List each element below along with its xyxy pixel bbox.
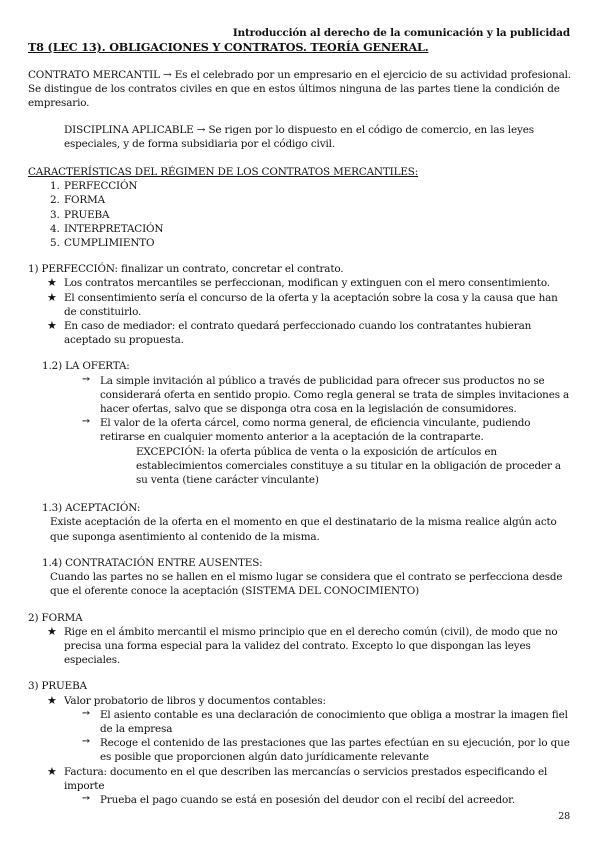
course-header: Introducción al derecho de la comunicación y la publicidad [232,27,570,39]
perfeccion-heading: 1) PERFECCIÓN: finalizar un contrato, concretar el contrato. [28,263,344,276]
oferta-heading: 1.2) LA OFERTA: [42,360,130,373]
prueba-bullets-2 [28,765,572,793]
list-item: ★ Factura: documento en el que describen las mercancías o servicios prestados especificando el importe [47,764,548,792]
arrow-icon: ➙ [82,416,91,428]
page-title: T8 (LEC 13). OBLIGACIONES Y CONTRATOS. TEORÍA GENERAL. [28,40,429,54]
arrow-icon: ➙ [82,373,91,385]
list-item: ★ Los contratos mercantiles se perfeccionan, modifican y extinguen con el mero consentimiento. [47,276,550,290]
prueba-heading: 3) PRUEBA [28,680,87,693]
star-icon: ★ [47,693,57,707]
arrow-icon: ➙ [82,792,91,804]
list-item: ➙ Recoge el contenido de las prestaciones que las partes efectúan en su ejecución, por lo que es posible que proporcionen algún dato jurídicamente relevante [82,736,570,764]
list-item: 3. PRUEBA [50,208,110,221]
ausentes-body: Cuando las partes no se hallen en el mismo lugar se considera que el contrato se perfecciona desde que el oferente conoce la aceptación (SISTEMA DEL CONOCIMIENTO) [50,571,563,598]
list-item: ➙ El asiento contable es una declaración de conocimiento que obliga a mostrar la imagen fiel de la empresa [82,707,568,735]
list-item: 2. FORMA [50,194,105,207]
list-item: 1. PERFECCIÓN [50,180,138,193]
arrow-icon: ➙ [82,707,91,719]
star-icon: ★ [47,319,57,333]
aceptacion-body: Existe aceptación de la oferta en el momento en que el destinatario de la misma realice algún acto que suponga asentimiento al contenido de la misma. [50,516,557,543]
ausentes-heading: 1.4) CONTRATACIÓN ENTRE AUSENTES: [42,556,263,569]
star-icon: ★ [47,276,57,290]
oferta-list [28,374,572,445]
document-body [28,68,572,807]
forma-bullets [28,625,572,668]
aceptacion-heading: 1.3) ACEPTACIÓN: [42,502,141,515]
list-item: ➙ El valor de la oferta cárcel, como norma general, de eficiencia vinculante, pudiendo retirarse en cualquier momento anterior a la aceptación de la contraparte. [82,416,531,444]
list-item: ★ Rige en el ámbito mercantil el mismo principio que en el derecho común (civil), de modo que no precisa una forma especial para la validez del contrato. Excepto lo que dispongan las leyes especiales. [47,624,558,667]
prueba-bullets [28,694,572,708]
list-item: 4. INTERPRETACIÓN [50,222,164,235]
caracteristicas-heading: CARACTERÍSTICAS DEL RÉGIMEN DE LOS CONTRATOS MERCANTILES: [28,166,419,179]
prueba-subitems-1 [28,708,572,765]
perfeccion-bullets [28,276,572,347]
contrato-mercantil-paragraph: CONTRATO MERCANTIL → Es el celebrado por un empresario en el ejercicio de su actividad profesional. Se distingue de los contratos civiles en que en estos últimos ninguna de las partes tiene la condición de empresario. [28,69,571,110]
page-number: 28 [558,811,570,822]
list-item: ★ El consentimiento sería el concurso de la oferta y la aceptación sobre la cosa y la causa que han de constituirlo. [47,290,558,318]
list-item: ➙ La simple invitación al público a través de publicidad para ofrecer sus productos no se considerará oferta en sentido propio. Como regla general se trata de simples invitaciones a hacer ofertas, salvo que se disponga otra cosa en la legislación de consumidores. [82,373,570,416]
star-icon: ★ [47,290,57,304]
prueba-subitems-2 [28,793,572,807]
excepcion-paragraph: EXCEPCIÓN: la oferta pública de venta o la exposición de artículos en establecimientos comerciales constituye a su titular en la obligación de proceder a su venta (tiene carácter vinculante) [136,445,561,487]
list-item: 5. CUMPLIMIENTO [50,237,155,250]
arrow-icon: ➙ [82,736,91,748]
star-icon: ★ [47,624,57,638]
caracteristicas-list [28,179,572,250]
list-item: ★ En caso de mediador: el contrato quedará perfeccionado cuando los contratantes hubieran aceptado su propuesta. [47,319,532,347]
disciplina-paragraph: DISCIPLINA APLICABLE → Se rigen por lo dispuesto en el código de comercio, en las leyes especiales, y de forma subsidiaria por el código civil. [64,123,534,150]
forma-heading: 2) FORMA [28,611,83,624]
list-item: ★ Valor probatorio de libros y documentos contables: [47,693,326,707]
star-icon: ★ [47,764,57,778]
list-item: ➙ Prueba el pago cuando se está en posesión del deudor con el recibí del acreedor. [82,792,515,806]
